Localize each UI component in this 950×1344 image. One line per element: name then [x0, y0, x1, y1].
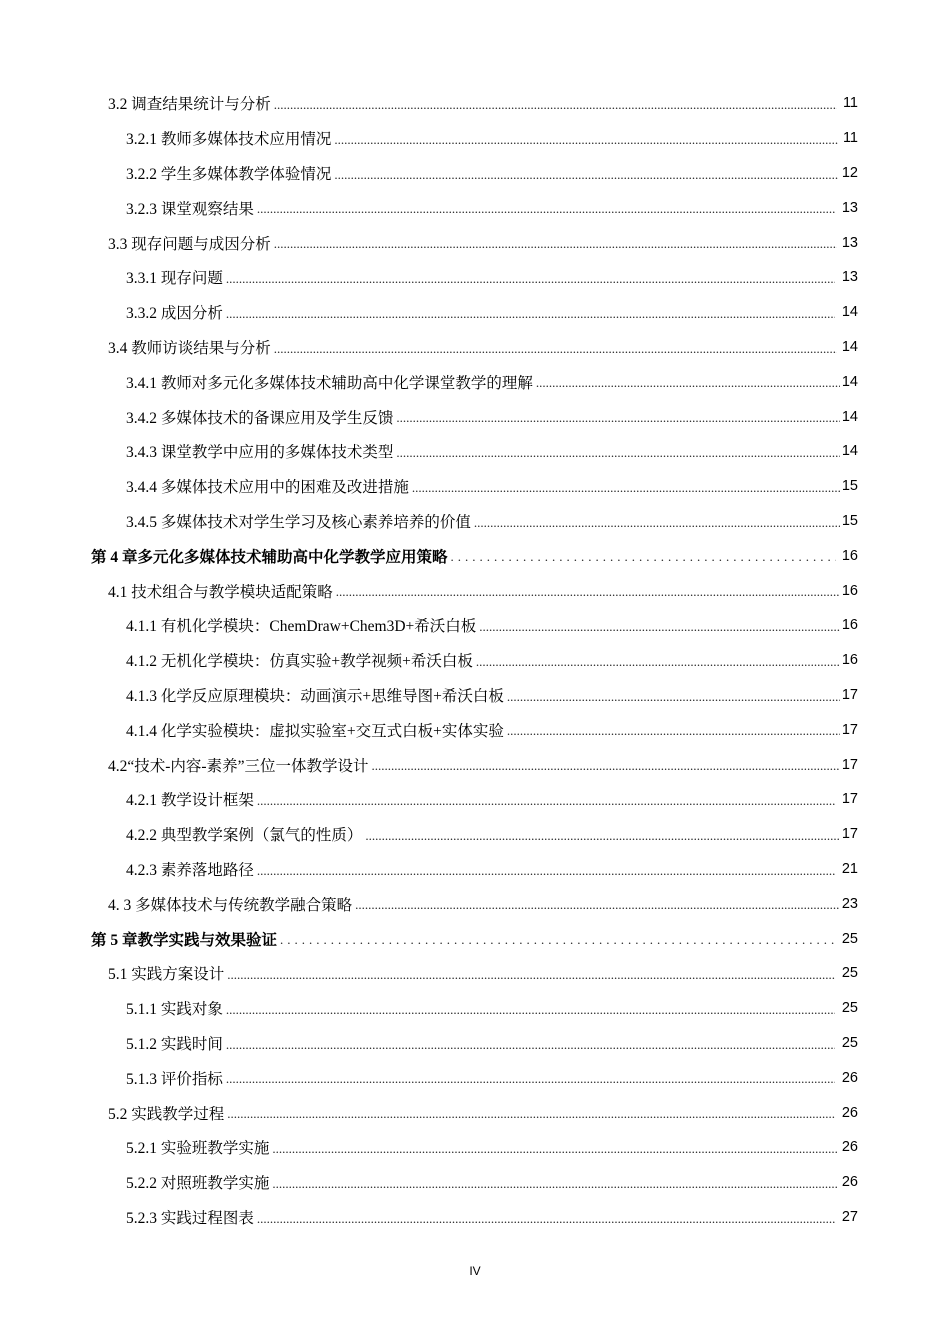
- toc-entry-page: 14: [841, 443, 858, 460]
- toc-entry-page: 17: [841, 756, 858, 773]
- toc-entry-title: 5.1 实践方案设计: [108, 966, 225, 984]
- dot-leader: [226, 1071, 835, 1087]
- toc-entry-title: 5.1.3 评价指标: [126, 1070, 223, 1088]
- toc-entry[interactable]: [0, 434, 950, 469]
- toc-entry-page: 25: [841, 965, 858, 982]
- toc-entry-title: 5.2 实践教学过程: [108, 1105, 225, 1123]
- toc-entry-page: 13: [841, 269, 858, 286]
- toc-entry-title: 3.4.2 多媒体技术的备课应用及学生反馈: [126, 409, 394, 427]
- toc-entry[interactable]: [0, 399, 950, 434]
- toc-entry-page: 27: [841, 1208, 858, 1225]
- dot-leader: [257, 201, 836, 217]
- toc-entry-title: 3.4.4 多媒体技术应用中的困难及改进措施: [126, 479, 409, 497]
- toc-entry-title: 4.2.2 典型教学案例（氯气的性质）: [126, 827, 363, 845]
- dot-leader: [336, 584, 839, 600]
- dot-leader: [396, 410, 839, 426]
- toc-entry-title: 3.4.3 课堂教学中应用的多媒体技术类型: [126, 444, 394, 462]
- dot-leader: [334, 132, 838, 148]
- dot-leader: [371, 758, 839, 774]
- toc-entry-page: 26: [841, 1069, 858, 1086]
- toc-entry-page: 16: [841, 652, 858, 669]
- toc-entry[interactable]: [0, 852, 950, 887]
- toc-entry-page: 11: [842, 130, 858, 147]
- dot-leader: [474, 515, 840, 531]
- dot-leader: [355, 897, 839, 913]
- toc-entry-title: 4.1.3 化学反应原理模块：动画演示+思维导图+希沃白板: [126, 687, 504, 705]
- toc-entry[interactable]: [0, 1165, 950, 1200]
- dot-leader: [257, 793, 836, 809]
- dot-leader: [280, 932, 836, 948]
- dot-leader: [476, 654, 840, 670]
- toc-entry-page: 14: [841, 373, 858, 390]
- toc-entry[interactable]: [0, 330, 950, 365]
- toc-entry[interactable]: [0, 747, 950, 782]
- dot-leader: [227, 967, 835, 983]
- dot-leader: [274, 236, 837, 252]
- toc-entry-title: 5.1.1 实践对象: [126, 1001, 223, 1019]
- dot-leader: [479, 619, 840, 635]
- toc-entry-page: 11: [842, 95, 858, 112]
- toc-entry[interactable]: [0, 225, 950, 260]
- toc-entry[interactable]: [0, 956, 950, 991]
- toc-entry-title: 第 4 章多元化多媒体技术辅助高中化学教学应用策略: [91, 548, 448, 566]
- toc-entry-title: 4.1.1 有机化学模块：ChemDraw+Chem3D+希沃白板: [126, 618, 477, 636]
- toc-entry[interactable]: [0, 121, 950, 156]
- toc-entry-title: 3.2.1 教师多媒体技术应用情况: [126, 131, 332, 149]
- toc-entry-page: 17: [841, 826, 858, 843]
- dot-leader: [412, 480, 840, 496]
- toc-entry-title: 4.2.3 素养落地路径: [126, 861, 254, 879]
- toc-entry-page: 21: [841, 860, 858, 877]
- dot-leader: [396, 445, 839, 461]
- toc-entry[interactable]: [0, 190, 950, 225]
- toc-entry-title: 4.1.4 化学实验模块：虚拟实验室+交互式白板+实体实验: [126, 722, 504, 740]
- toc-entry-title: 3.3.1 现存问题: [126, 270, 223, 288]
- toc-entry-page: 25: [841, 930, 858, 947]
- toc-entry-page: 16: [841, 582, 858, 599]
- toc-entry[interactable]: [0, 991, 950, 1026]
- toc-entry[interactable]: [0, 86, 950, 121]
- toc-entry-page: 25: [841, 1000, 858, 1017]
- toc-entry-page: 17: [841, 791, 858, 808]
- toc-entry-title: 4.2“技术-内容-素养”三位一体教学设计: [108, 757, 369, 775]
- toc-entry[interactable]: [0, 608, 950, 643]
- toc-entry-page: 16: [841, 547, 858, 564]
- toc-entry-title: 5.1.2 实践时间: [126, 1035, 223, 1053]
- toc-entry[interactable]: [0, 573, 950, 608]
- toc-entry-page: 14: [841, 408, 858, 425]
- toc-entry-title: 4.2.1 教学设计框架: [126, 792, 254, 810]
- dot-leader: [274, 341, 837, 357]
- dot-leader: [507, 689, 840, 705]
- toc-entry-page: 26: [841, 1174, 858, 1191]
- dot-leader: [227, 1106, 835, 1122]
- toc-entry-title: 3.2.3 课堂观察结果: [126, 200, 254, 218]
- toc-entry[interactable]: [0, 817, 950, 852]
- toc-entry-title: 4.1 技术组合与教学模块适配策略: [108, 583, 333, 601]
- toc-entry[interactable]: [0, 712, 950, 747]
- toc-entry-title: 3.3.2 成因分析: [126, 305, 223, 323]
- toc-entry-page: 15: [841, 512, 858, 529]
- toc-entry-title: 第 5 章教学实践与效果验证: [91, 931, 278, 949]
- dot-leader: [274, 97, 837, 113]
- dot-leader: [365, 828, 839, 844]
- page-number: IV: [469, 1264, 481, 1278]
- toc-entry-title: 4.1.2 无机化学模块：仿真实验+教学视频+希沃白板: [126, 653, 473, 671]
- toc-entry-page: 23: [841, 895, 858, 912]
- toc-entry[interactable]: [0, 886, 950, 921]
- toc-entry-title: 5.2.3 实践过程图表: [126, 1209, 254, 1227]
- toc-entry[interactable]: [0, 921, 950, 956]
- toc-entry-page: 13: [841, 234, 858, 251]
- toc-entry-page: 17: [841, 686, 858, 703]
- dot-leader: [226, 1002, 835, 1018]
- toc-entry-page: 13: [841, 199, 858, 216]
- dot-leader: [226, 1037, 835, 1053]
- dot-leader: [334, 167, 838, 183]
- toc-entry-page: 17: [841, 721, 858, 738]
- toc-entry[interactable]: [0, 156, 950, 191]
- toc-entry-title: 5.2.1 实验班教学实施: [126, 1140, 270, 1158]
- toc-entry-page: 25: [841, 1034, 858, 1051]
- toc-entry-page: 26: [841, 1104, 858, 1121]
- toc-entry-title: 3.4.5 多媒体技术对学生学习及核心素养培养的价值: [126, 513, 471, 531]
- toc-entry[interactable]: [0, 1060, 950, 1095]
- toc-entry[interactable]: [0, 643, 950, 678]
- toc-entry[interactable]: [0, 469, 950, 504]
- toc-entry-title: 3.2 调查结果统计与分析: [108, 96, 271, 114]
- toc-entry-title: 3.4 教师访谈结果与分析: [108, 339, 271, 357]
- toc-entry[interactable]: [0, 260, 950, 295]
- toc-entry[interactable]: [0, 538, 950, 573]
- toc-entry-title: 4. 3 多媒体技术与传统教学融合策略: [108, 896, 353, 914]
- toc-entry[interactable]: [0, 782, 950, 817]
- toc-entry-title: 3.4.1 教师对多元化多媒体技术辅助高中化学课堂教学的理解: [126, 374, 533, 392]
- dot-leader: [272, 1141, 836, 1157]
- dot-leader: [272, 1176, 836, 1192]
- toc-entry-title: 3.3 现存问题与成因分析: [108, 235, 271, 253]
- toc-entry-page: 15: [841, 478, 858, 495]
- toc-entry-page: 12: [841, 164, 858, 181]
- toc-entry[interactable]: [0, 1095, 950, 1130]
- toc-entry-title: 3.2.2 学生多媒体教学体验情况: [126, 165, 332, 183]
- dot-leader: [226, 306, 835, 322]
- toc-entry[interactable]: [0, 1026, 950, 1061]
- toc-entry-page: 26: [841, 1139, 858, 1156]
- toc-entry-page: 16: [841, 617, 858, 634]
- toc-entry[interactable]: [0, 295, 950, 330]
- dot-leader: [536, 375, 840, 391]
- dot-leader: [257, 1211, 836, 1227]
- toc-entry[interactable]: [0, 1130, 950, 1165]
- dot-leader: [451, 549, 836, 565]
- table-of-contents: [0, 86, 950, 1234]
- dot-leader: [257, 863, 836, 879]
- toc-entry-page: 14: [841, 304, 858, 321]
- toc-entry-page: 14: [841, 338, 858, 355]
- dot-leader: [226, 271, 835, 287]
- toc-entry-title: 5.2.2 对照班教学实施: [126, 1175, 270, 1193]
- toc-entry[interactable]: [0, 364, 950, 399]
- toc-entry[interactable]: [0, 678, 950, 713]
- toc-entry[interactable]: [0, 1200, 950, 1235]
- toc-entry[interactable]: [0, 504, 950, 539]
- dot-leader: [507, 723, 840, 739]
